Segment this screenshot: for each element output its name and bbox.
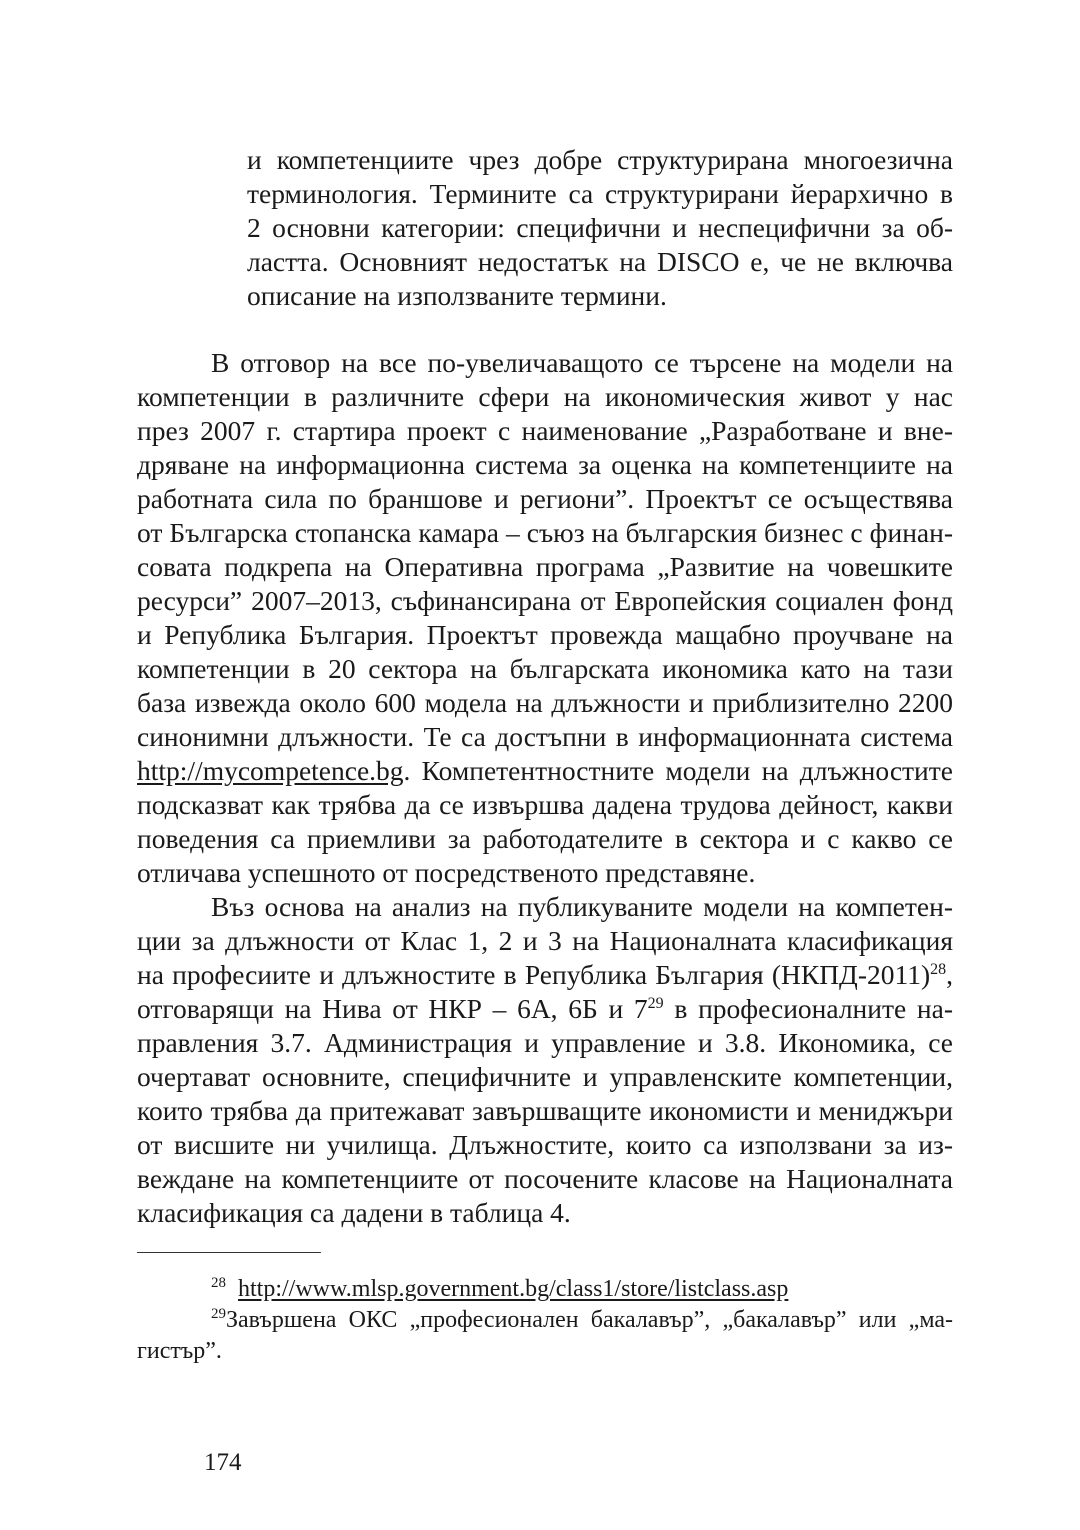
line-text: в професионалните на-	[663, 993, 953, 1024]
paragraph-line: очертават основните, специфичните и управленските компетенции,	[137, 1061, 953, 1092]
footnote-mark: 29	[211, 1306, 226, 1322]
paragraph-line: правления 3.7. Администрация и управление и 3.8. Икономика, се	[137, 1027, 953, 1058]
paragraph-line	[137, 958, 953, 992]
line-text: ,	[946, 959, 953, 990]
paragraph-line: подсказват как трябва да се извършва дадена трудова дейност, какви	[137, 789, 953, 820]
paragraph-line: база извежда около 600 модела на длъжности и приблизително 2200	[137, 687, 953, 718]
footnote-ref-28[interactable]: 28	[930, 961, 947, 978]
paragraph-line: които трябва да притежават завършващите икономисти и мениджъри	[137, 1095, 953, 1126]
paragraph-line: ции за длъжности от Клас 1, 2 и 3 на Националната класификация	[137, 925, 953, 956]
link-line-text: . Компетентностните модели на длъжностите	[403, 755, 953, 786]
paragraph-line: класификация са дадени в таблица 4.	[137, 1197, 571, 1228]
footnote-28-link[interactable]: http://www.mlsp.government.bg/class1/store/listclass.asp	[238, 1276, 789, 1302]
paragraph-line: от висшите ни училища. Длъжностите, които са използвани за из-	[137, 1129, 953, 1160]
paragraph-line: ресурси” 2007–2013, съфинансирана от Европейския социален фонд	[137, 585, 953, 616]
footnote-separator	[137, 1252, 321, 1253]
quote-line: ластта. Основният недостатък на DISCO е, че не включва	[247, 246, 953, 277]
paragraph-line: В отговор на все по-увеличаващото се търсене на модели на	[211, 347, 953, 378]
paragraph-line: и Република България. Проектът провежда мащабно проучване на	[137, 619, 953, 650]
footnote-28	[211, 1274, 953, 1304]
footnote-29	[211, 1305, 953, 1335]
paragraph-line	[137, 992, 953, 1026]
paragraph-line: през 2007 г. стартира проект с наименование „Разработване и вне-	[137, 415, 953, 446]
paragraph-line: поведения са приемливи за работодателите в сектора и с какво се	[137, 823, 953, 854]
quote-line: описание на използваните термини.	[247, 280, 667, 311]
quote-line: терминология. Термините са структурирани йерархично в	[247, 178, 953, 209]
paragraph-line: дряване на информационна система за оценка на компетенциите на	[137, 449, 953, 480]
line-text: отговарящи на Нива от НКР – 6А, 6Б и 7	[137, 993, 648, 1024]
paragraph-line: от Българска стопанска камара – съюз на българския бизнес с финан-	[137, 517, 953, 548]
footnote-29-continuation: гистър”.	[137, 1338, 222, 1364]
quote-line: 2 основни категории: специфични и неспецифични за об-	[247, 212, 953, 243]
mycompetence-link[interactable]: http://mycompetence.bg	[137, 755, 404, 786]
paragraph-line: Въз основа на анализ на публикуваните модели на компетен-	[211, 891, 953, 922]
paragraph-line: компетенции в 20 сектора на българската икономика като на тази	[137, 653, 953, 684]
line-text: на професиите и длъжностите в Република България (НКПД-2011)	[137, 959, 931, 990]
paragraph-line: компетенции в различните сфери на икономическия живот у нас	[137, 381, 953, 412]
paragraph-line: совата подкрепа на Оперативна програма „Развитие на човешките	[137, 551, 953, 582]
page-number: 174	[204, 1449, 242, 1476]
paragraph-line: синонимни длъжности. Те са достъпни в информационната система	[137, 721, 953, 752]
paragraph-line: работната сила по браншове и региони”. Проектът се осъществява	[137, 483, 953, 514]
paragraph-line: веждане на компетенциите от посочените класове на Националната	[137, 1163, 953, 1194]
footnote-29-text: Завършена ОКС „професионален бакалавър”, „бакалавър” или „ма-	[226, 1307, 953, 1333]
paragraph-line: отличава успешното от посредственото представяне.	[137, 857, 756, 888]
paragraph-line	[137, 754, 953, 788]
footnote-mark: 28	[211, 1275, 226, 1291]
footnote-ref-29[interactable]: 29	[647, 995, 664, 1012]
quote-line: и компетенциите чрез добре структурирана многоезична	[247, 144, 953, 175]
